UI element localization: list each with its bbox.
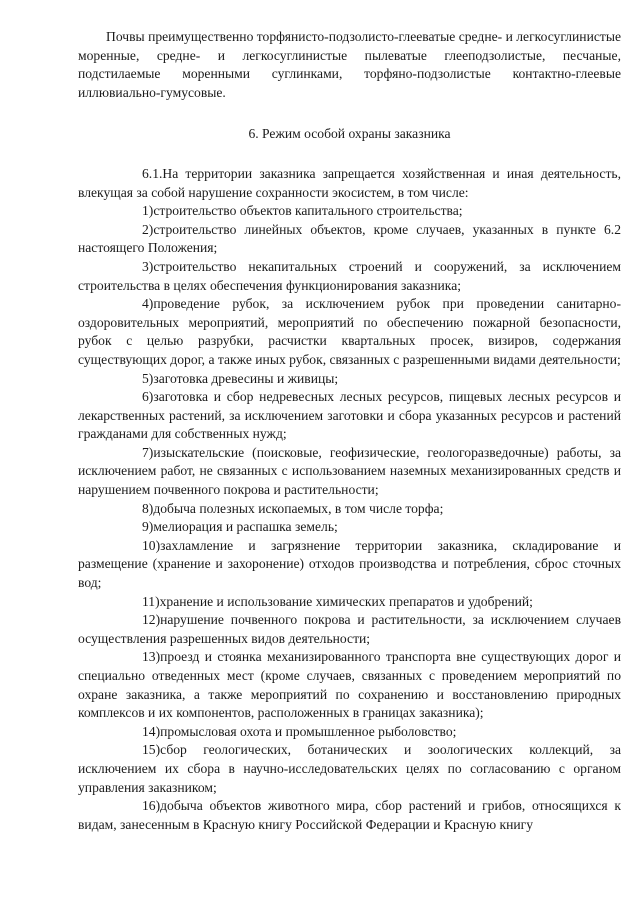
list-item-text: изыскательские (поисковые, геофизические, геологоразведочные) работы, за исключением работ, не связанных с использованием наземных механизированных средств и нарушением почвенного покрова и растительности; [78,444,621,498]
list-item-number: 8) [142,500,154,516]
list-item-number: 2) [142,221,154,237]
list-item-number: 6) [142,389,154,405]
list-item-text: захламление и загрязнение территории заказника, складирование и размещение (хранение и захоронение) отходов производства и потребления, сброс сточных вод; [78,537,621,591]
list-item-number: 11) [142,593,160,609]
list-item-5 [78,370,621,389]
list-item-text: мелиорация и распашка земель; [153,519,338,535]
list-item-number: 10) [142,537,161,553]
list-item-number: 13) [142,649,161,665]
list-item-9 [78,518,621,537]
intro-paragraph: Почвы преимущественно торфянисто-подзолисто-глееватые средне- и легкосуглинистые моренные, средне- и легкосуглинистые пылеватые глееподзолистые, песчаные, подстилаемые моренными суглинками, торфяно-подзолистые контактно-глеевые иллювиально-гумусовые. [78,29,621,100]
list-item-14 [78,723,621,742]
list-item-12 [78,611,621,648]
list-item-text: нарушение почвенного покрова и растительности, за исключением случаев осуществления разрешенных видов деятельности; [78,612,621,646]
section-lead-number: 6.1. [142,165,163,181]
list-item-16 [78,797,621,834]
list-item-text: добыча полезных ископаемых, в том числе торфа; [153,500,444,516]
list-item-number: 5) [142,370,154,386]
list-item-number: 15) [142,742,161,758]
list-item-text: проезд и стоянка механизированного транспорта вне существующих дорог и специально отведенных мест (кроме случаев, связанных с проведением мероприятий по охране заказника, а также мероприятий по сохранению и восстановлению природных комплексов и их компонентов, расположенных в границах заказника); [78,649,621,721]
list-item-2 [78,221,621,258]
document-body [78,28,621,834]
list-item-7 [78,444,621,500]
list-item-1 [78,202,621,221]
section-lead [78,165,621,202]
list-item-text: промысловая охота и промышленное рыболовство; [160,723,457,739]
list-item-number: 3) [142,258,154,274]
list-item-number: 4) [142,296,154,312]
list-item-text: заготовка древесины и живицы; [153,370,339,386]
list-item-number: 7) [142,444,154,460]
list-item-number: 16) [142,798,161,814]
list-item-text: сбор геологических, ботанических и зоологических коллекций, за исключением их сбора в научно-исследовательских целях по согласованию с органом управления заказником; [78,742,621,795]
list-item-11 [78,593,621,612]
list-item-text: строительство линейных объектов, кроме случаев, указанных в пункте 6.2 настоящего Положения; [78,221,621,256]
list-item-6 [78,388,621,444]
list-item-text: заготовка и сбор недревесных лесных ресурсов, пищевых лесных ресурсов и лекарственных растений, за исключением заготовки и сбора указанных ресурсов и растений гражданами для собственных нужд; [78,389,621,442]
list-item-8 [78,500,621,519]
list-item-number: 9) [142,519,154,535]
list-item-text: добыча объектов животного мира, сбор растений и грибов, относящихся к видам, занесенным в Красную книгу Российской Федерации и Красную книгу [78,798,621,832]
list-item-text: проведение рубок, за исключением рубок при проведении санитарно-оздоровительных мероприятий, мероприятий по обеспечению пожарной безопасности, рубок с целью разрубки, расчистки квартальных просек, визиров, содержания существующих дорог, а также иных рубок, связанных с разрешенными видами деятельности; [78,296,621,367]
list-item-text: строительство объектов капитального строительства; [153,203,463,219]
list-item-15 [78,741,621,797]
list-item-text: строительство некапитальных строений и сооружений, за исключением строительства в целях обеспечения функционирования заказника; [78,258,621,293]
section-lead-text: На территории заказника запрещается хозяйственная и иная деятельность, влекущая за собой нарушение сохранности экосистем, в том числе: [78,165,621,200]
list-item-number: 12) [142,612,161,628]
list-item-13 [78,648,621,722]
list-item-10 [78,537,621,593]
list-item-number: 1) [142,203,154,219]
list-item-4 [78,295,621,369]
list-item-number: 14) [142,723,161,739]
list-item-3 [78,258,621,295]
section-heading: 6. Режим особой охраны заказника [248,126,451,142]
list-item-text: хранение и использование химических препаратов и удобрений; [159,593,533,609]
